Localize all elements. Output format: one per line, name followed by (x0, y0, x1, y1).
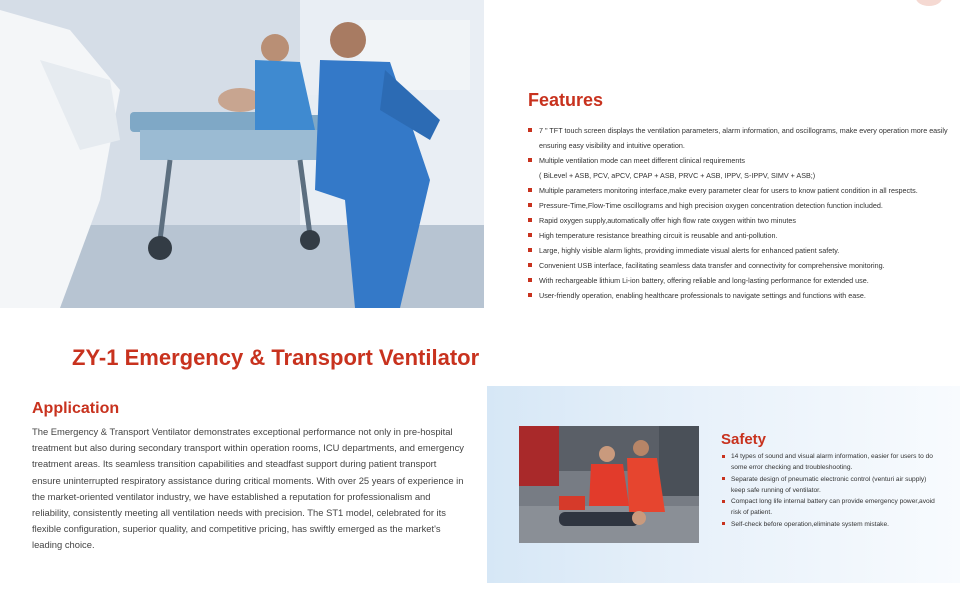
feature-item: User-friendly operation, enabling healthcare professionals to navigate settings and functions with ease. (528, 288, 953, 303)
feature-item: Convenient USB interface, facilitating seamless data transfer and connectivity for comprehensive monitoring. (528, 258, 953, 273)
safety-item: 14 types of sound and visual alarm information, easier for users to do some error checking and troubleshooting. (721, 451, 941, 474)
feature-item: Large, highly visible alarm lights, providing immediate visual alerts for enhanced patient safety. (528, 243, 953, 258)
safety-text (721, 431, 941, 530)
safety-section (487, 386, 960, 583)
product-name: Emergency & Transport Ventilator (124, 345, 480, 370)
decorative-dot (916, 0, 942, 6)
bullet-icon (528, 158, 532, 162)
feature-item-continuation: ( BiLevel + ASB, PCV, aPCV, CPAP + ASB, PRVC + ASB, IPPV, S-IPPV, SIMV + ASB;) (539, 171, 816, 180)
hero-photo-illustration (0, 0, 484, 308)
application-section (32, 400, 464, 554)
bullet-icon (528, 233, 532, 237)
safety-photo-illustration (519, 426, 699, 543)
product-title (72, 345, 479, 371)
bullet-icon (528, 263, 532, 267)
safety-item: Separate design of pneumatic electronic control (venturi air supply) keep safe running of ventilator. (721, 474, 941, 497)
features-title: Features (528, 90, 604, 110)
bullet-icon (528, 248, 532, 252)
feature-item: Rapid oxygen supply,automatically offer high flow rate oxygen within two minutes (528, 213, 953, 228)
bullet-icon (528, 188, 532, 192)
feature-item: High temperature resistance breathing circuit is reusable and anti-pollution. (528, 228, 953, 243)
feature-item: With rechargeable lithium Li-ion battery, offering reliable and long-lasting performance for extended use. (528, 273, 953, 288)
safety-photo-paramedics (519, 426, 699, 543)
bullet-icon (528, 278, 532, 282)
feature-item: Multiple ventilation mode can meet different clinical requirements (528, 153, 953, 168)
bullet-icon (722, 522, 725, 525)
application-body: The Emergency & Transport Ventilator demonstrates exceptional performance not only in pre-hospital treatment but also during secondary transport within operation rooms, ICU departments, and emergency treatment areas. Its seamless transition capabilities and steadfast support during patient transport ensure uninterrupted respiratory assistance during critical moments. With over 25 years of experience in the market-oriented ventilator industry, we have established a reputation for professionalism and reliability, consistently meeting all ventilation needs with precision. The ST1 model, celebrated for its flexible configuration, superior quality, and competitive pricing, has swiftly emerged as the market's leading choice. (32, 426, 464, 551)
bullet-icon (722, 500, 725, 503)
features-list (528, 123, 953, 303)
safety-item: Self-check before operation,eliminate system mistake. (721, 519, 941, 530)
feature-item: Multiple parameters monitoring interface,make every parameter clear for users to know patient condition in all respects. (528, 183, 953, 198)
bullet-icon (722, 477, 725, 480)
bullet-icon (528, 293, 532, 297)
application-title: Application (32, 400, 120, 417)
product-model: ZY-1 (72, 345, 119, 370)
safety-item: Compact long life internal battery can provide emergency power,avoid risk of patient. (721, 496, 941, 519)
feature-item: 7 " TFT touch screen displays the ventilation parameters, alarm information, and oscillograms, make every operation more easily (528, 123, 953, 138)
safety-title: Safety (721, 431, 767, 448)
feature-item: Pressure-Time,Flow-Time oscillograms and high precision oxygen concentration detection function included. (528, 198, 953, 213)
hero-photo-hospital-transport (0, 0, 484, 308)
safety-list (721, 451, 941, 530)
feature-item-continuation: ensuring easy visibility and intuitive operation. (539, 141, 685, 150)
bullet-icon (722, 455, 725, 458)
bullet-icon (528, 218, 532, 222)
bullet-icon (528, 203, 532, 207)
features-section (528, 90, 953, 303)
bullet-icon (528, 128, 532, 132)
